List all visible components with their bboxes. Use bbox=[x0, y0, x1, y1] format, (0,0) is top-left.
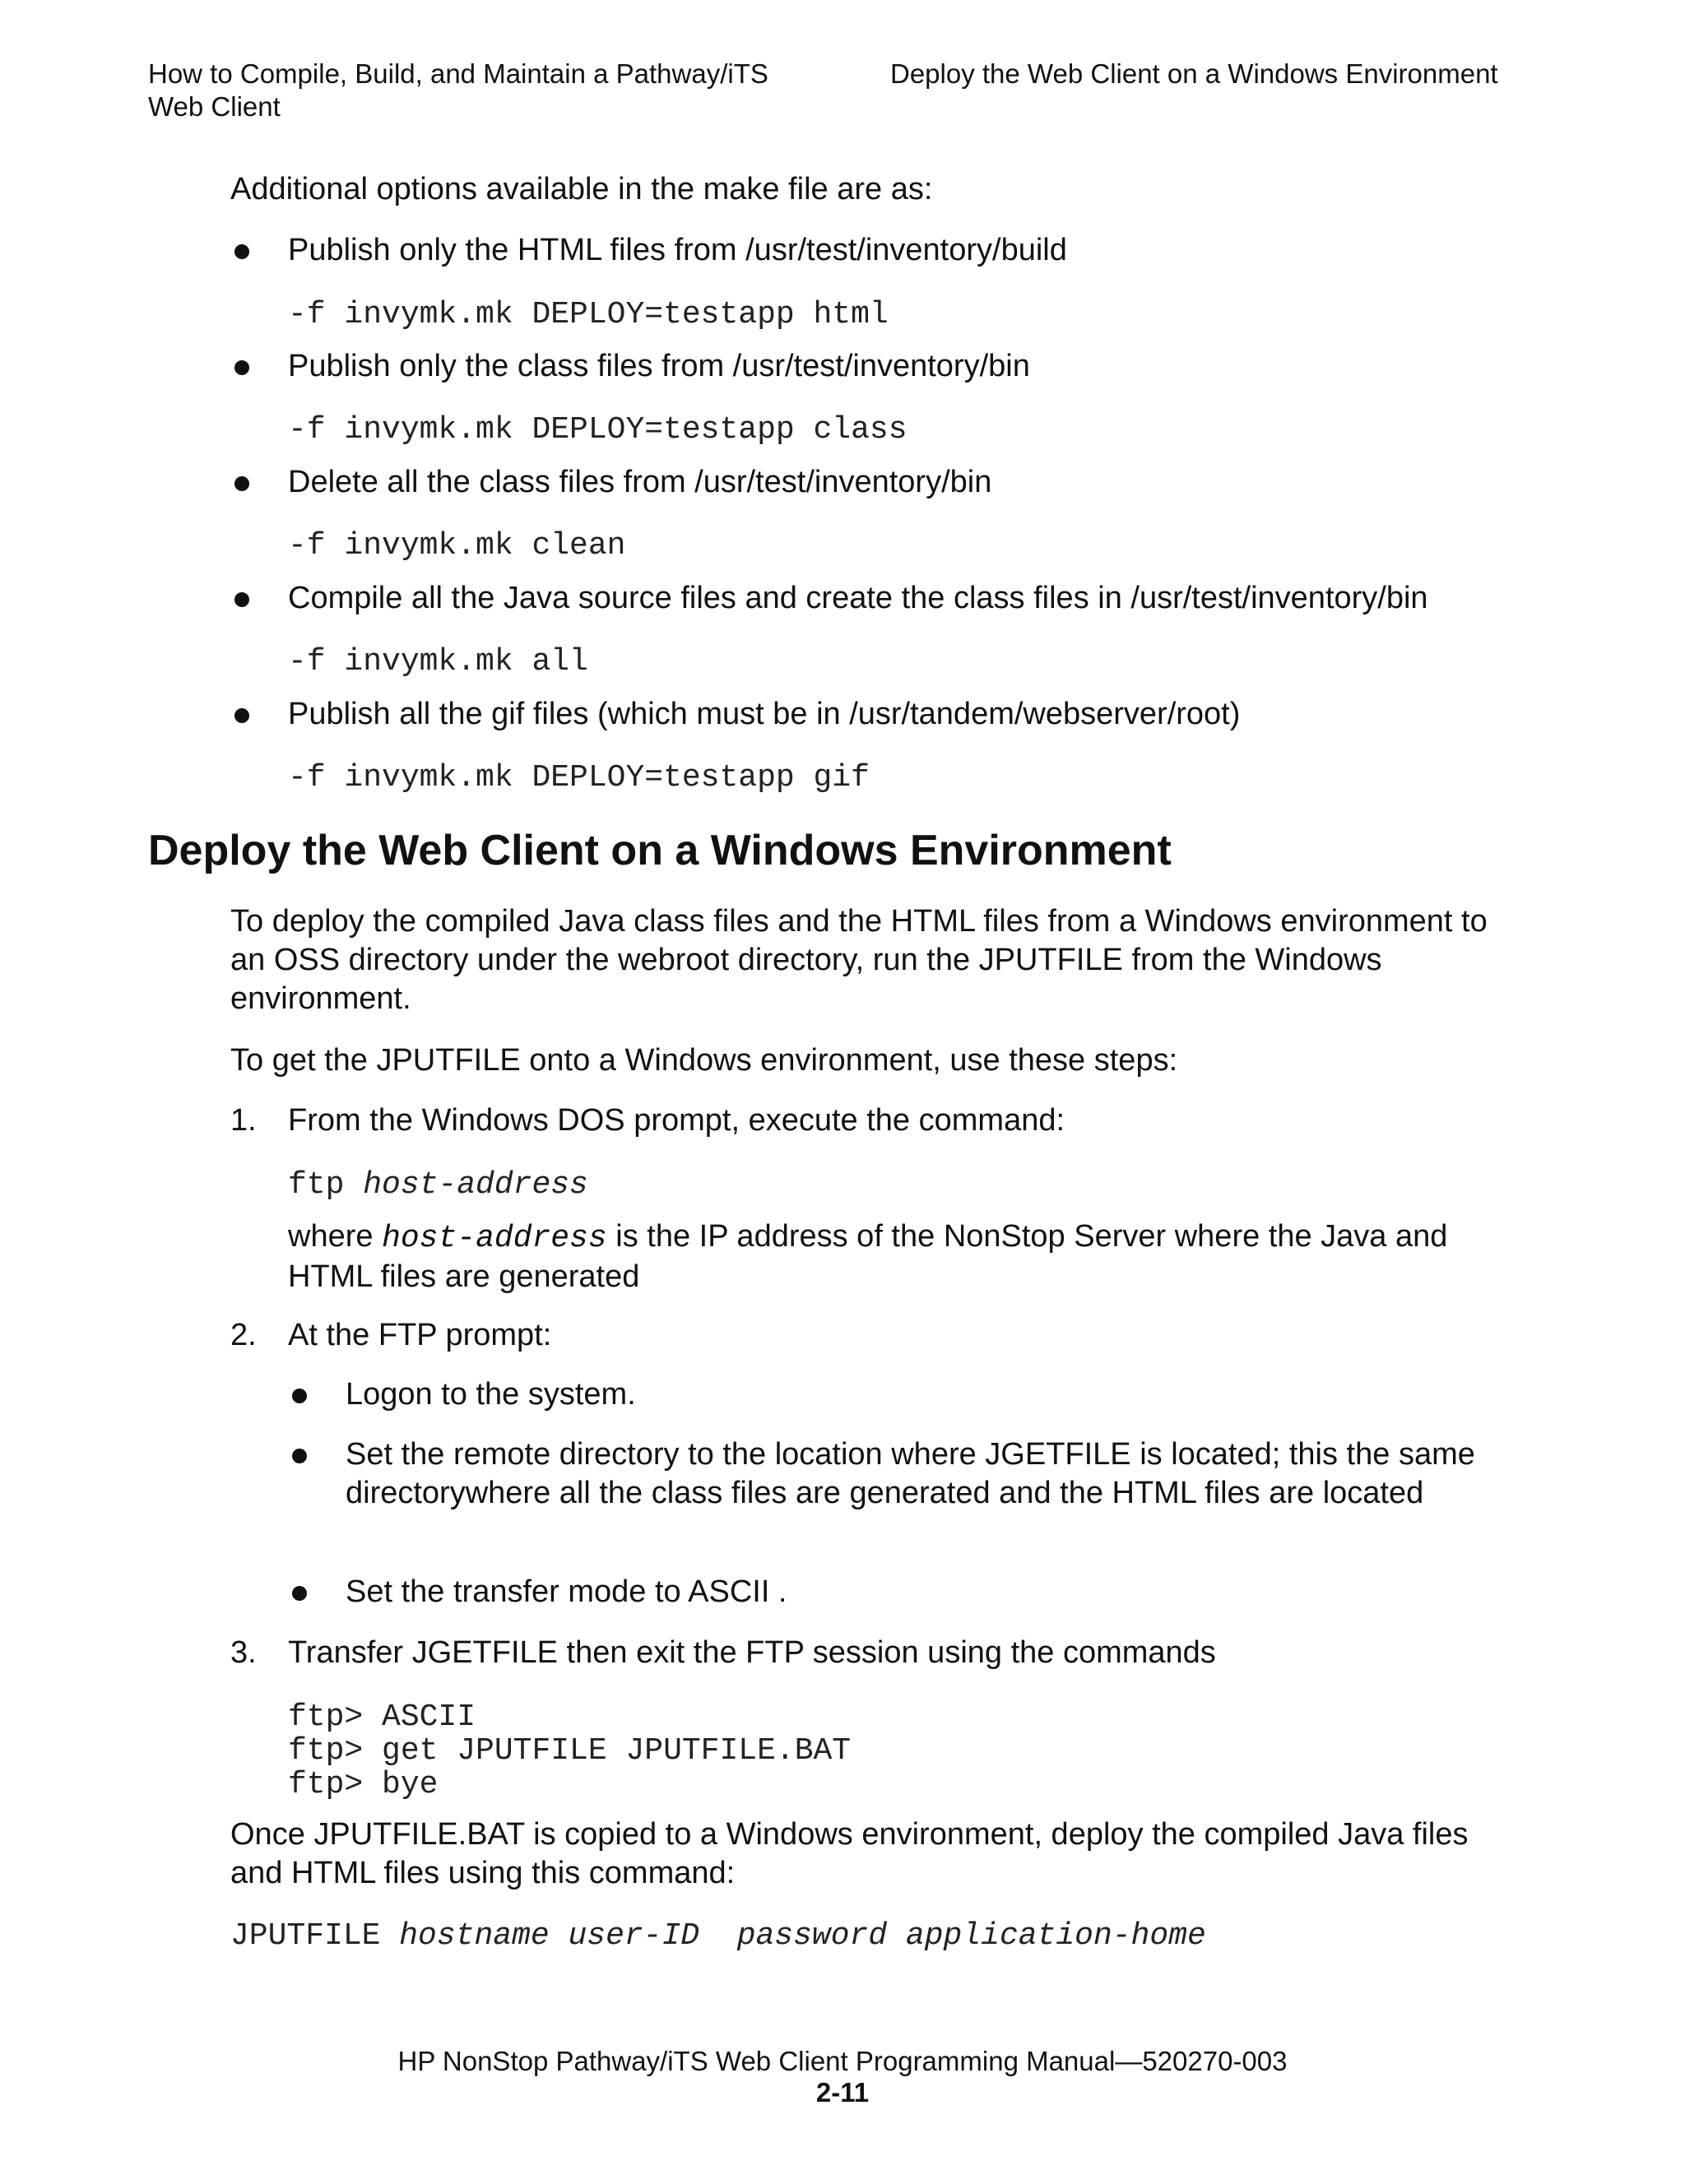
bullet-icon bbox=[234, 476, 249, 491]
option-command: -f invymk.mk DEPLOY=testapp gif bbox=[288, 760, 870, 795]
bullet-icon bbox=[234, 360, 249, 375]
bullet-icon bbox=[292, 1389, 307, 1403]
step-number: 2. bbox=[230, 1318, 257, 1352]
option-command: -f invymk.mk DEPLOY=testapp class bbox=[288, 412, 907, 447]
bullet-icon bbox=[234, 244, 249, 259]
command-argument: host-address bbox=[363, 1167, 588, 1203]
note-suffix: is the IP address of the NonStop Server where the Java and HTML files are generated bbox=[288, 1219, 1448, 1294]
command-name: ftp bbox=[288, 1167, 364, 1203]
option-text: Publish only the HTML files from /usr/test/inventory/build bbox=[288, 233, 1067, 267]
page-number: 2-11 bbox=[815, 2077, 870, 2107]
ftp-command: ftp> ASCII bbox=[288, 1699, 476, 1735]
running-header-right: Deploy the Web Client on a Windows Environment bbox=[890, 58, 1498, 89]
step-text: Transfer JGETFILE then exit the FTP session using the commands bbox=[288, 1635, 1216, 1670]
step-text: From the Windows DOS prompt, execute the command: bbox=[288, 1103, 1065, 1138]
footer-manual-title: HP NonStop Pathway/iTS Web Client Programming Manual—520270-003 bbox=[397, 2046, 1288, 2076]
note-prefix: where bbox=[288, 1219, 383, 1254]
step-command bbox=[288, 1168, 588, 1202]
sub-bullet-text: Set the transfer mode to ASCII . bbox=[346, 1574, 787, 1609]
step-number: 3. bbox=[230, 1635, 257, 1670]
option-text: Compile all the Java source files and create the class files in /usr/test/inventory/bin bbox=[288, 581, 1428, 615]
ftp-command: ftp> bye bbox=[288, 1767, 439, 1802]
step-number: 1. bbox=[230, 1103, 257, 1138]
intro-text: Additional options available in the make file are as: bbox=[230, 172, 933, 206]
option-command: -f invymk.mk all bbox=[288, 644, 588, 679]
note-argument: host-address bbox=[382, 1221, 607, 1256]
section-paragraph: To get the JPUTFILE onto a Windows environment, use these steps: bbox=[230, 1043, 1178, 1078]
bullet-icon bbox=[234, 592, 249, 607]
final-command bbox=[230, 1919, 1206, 1953]
section-heading: Deploy the Web Client on a Windows Environment bbox=[148, 827, 1172, 874]
option-command: -f invymk.mk DEPLOY=testapp html bbox=[288, 297, 889, 332]
option-text: Delete all the class files from /usr/test/inventory/bin bbox=[288, 465, 992, 499]
option-text: Publish only the class files from /usr/test/inventory/bin bbox=[288, 349, 1030, 383]
sub-bullet-text: Set the remote directory to the location where JGETFILE is located; this the same directorywhere all the class files are generated and the HTML files are located bbox=[346, 1437, 1475, 1510]
sub-bullet-text: Logon to the system. bbox=[346, 1377, 636, 1412]
command-name: JPUTFILE bbox=[230, 1918, 400, 1954]
section-paragraph: Once JPUTFILE.BAT is copied to a Windows environment, deploy the compiled Java files and HTML files using this command: bbox=[230, 1817, 1469, 1890]
step-text: At the FTP prompt: bbox=[288, 1318, 552, 1352]
running-header-left: How to Compile, Build, and Maintain a Pathway/iTS Web Client bbox=[148, 58, 768, 122]
section-paragraph: To deploy the compiled Java class files and the HTML files from a Windows environment to an OSS directory under the webroot directory, run the JPUTFILE from the Windows environment. bbox=[230, 904, 1488, 1016]
command-arguments: hostname user-ID password application-home bbox=[399, 1918, 1206, 1954]
option-command: -f invymk.mk clean bbox=[288, 528, 626, 563]
step-note bbox=[288, 1217, 1473, 1296]
bullet-icon bbox=[234, 708, 249, 723]
option-text: Publish all the gif files (which must be in /usr/tandem/webserver/root) bbox=[288, 697, 1241, 731]
bullet-icon bbox=[292, 1586, 307, 1601]
ftp-command: ftp> get JPUTFILE JPUTFILE.BAT bbox=[288, 1733, 852, 1769]
bullet-icon bbox=[292, 1449, 307, 1463]
